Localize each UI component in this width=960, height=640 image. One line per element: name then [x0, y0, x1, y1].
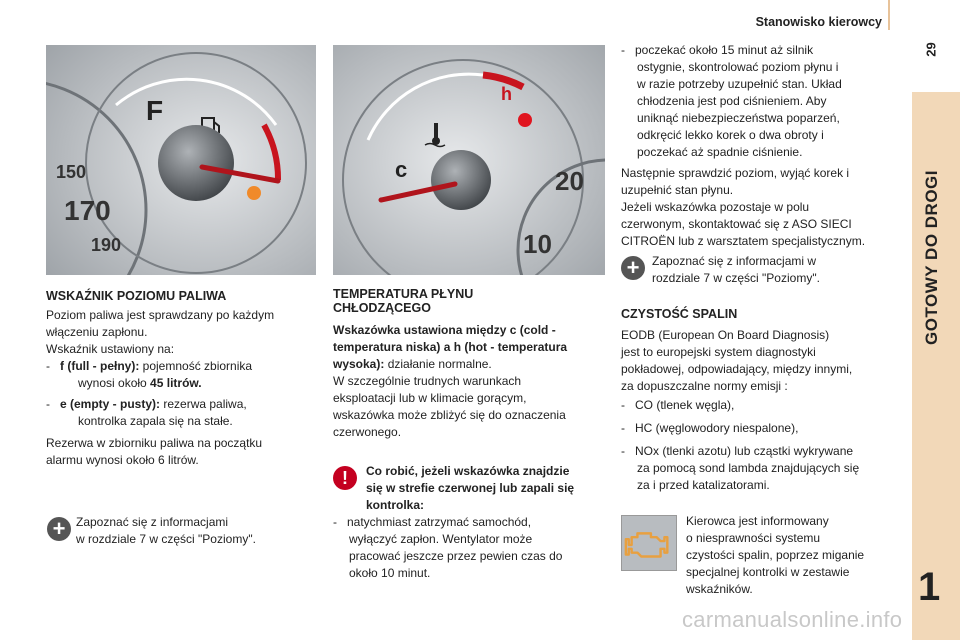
fuel-gauge-figure — [46, 45, 316, 275]
emissions-list-item: CO (tlenek węgla), — [635, 398, 735, 412]
coolant-action-continued: - poczekać około 15 minut aż silnik ostygnie, skontrolować poziom płynu i w razie potrzeby uzupełnić stan. Układ chłodzenia jest pod ciśnieniem. Aby uniknąć niebezpieczeństwa poparzeń, odkręcić lekko korek o dwa obroty i poczekać aż spadnie ciśnienie. — [621, 43, 842, 159]
info-plus-icon: + — [47, 517, 71, 541]
fuel-reference: Zapoznać się z informacjami w rozdziale 7 w części "Poziomy". — [76, 515, 256, 546]
fuel-item-label: e (empty - pusty): — [60, 397, 161, 411]
chapter-number: 1 — [918, 565, 941, 609]
coolant-warning-lamp-icon — [518, 113, 532, 127]
emissions-list-item: NOx (tlenki azotu) lub cząstki wykrywane — [635, 444, 854, 458]
coolant-action-item: - natychmiast zatrzymać samochód, wyłączyć zapłon. Wentylator może pracować jeszcze przez pewien czas do około 10 minut. — [333, 515, 563, 580]
coolant-cold-mark: c — [395, 157, 408, 182]
header-divider — [888, 0, 890, 30]
coolant-reference: Zapoznać się z informacjami w rozdziale 7 w części "Poziomy". — [652, 254, 820, 285]
fuel-item-label: f (full - pełny): — [60, 359, 140, 373]
speed-label: 170 — [64, 195, 111, 226]
fuel-item-full: - f (full - pełny): pojemność zbiornika wynosi około 45 litrów. — [46, 359, 253, 390]
fuel-item-empty: - e (empty - pusty): rezerwa paliwa, kontrolka zapala się na stałe. — [46, 397, 247, 428]
fuel-intro-line: Poziom paliwa jest sprawdzany po każdym — [46, 308, 275, 322]
speed-label: 150 — [56, 162, 87, 182]
fuel-intro-line: Wskaźnik ustawiony na: — [46, 342, 175, 356]
watermark: carmanualsonline.info — [682, 607, 903, 632]
fuel-item-text: pojemność zbiornika — [139, 359, 253, 373]
coolant-hot-mark: h — [501, 84, 512, 104]
coolant-normal-text: Wskazówka ustawiona między c (cold - temperatura niska) a h (hot - temperatura wysoka): działanie normalne. W szczególnie trudnych warunkach eksploatacji lub w klimacie gorącym, wskazówka może zbliżyć się do oznaczenia czerwonego. — [333, 323, 568, 439]
fuel-item-text: rezerwa paliwa, — [160, 397, 247, 411]
coolant-section-title: TEMPERATURA PŁYNU CHŁODZĄCEGO — [333, 287, 474, 315]
info-plus-icon: + — [621, 256, 645, 280]
emissions-warning-text: Kierowca jest informowany o niesprawności systemu czystości spalin, poprzez miganie specjalnej kontrolki w zestawie wskaźników. — [686, 514, 865, 596]
speed-label: 190 — [91, 235, 122, 255]
emissions-list-item: HC (węglowodory niespalone), — [635, 421, 799, 435]
emissions-intro: EODB (European On Board Diagnosis) jest to europejski system diagnostyki pokładowej, odpowiadający, między innymi, za dopuszczalne normy emisji : — [621, 328, 853, 393]
fuel-item-line: wynosi około 45 litrów. — [78, 376, 202, 390]
fuel-reserve-text: Rezerwa w zbiorniku paliwa na początku alarmu wynosi około 6 litrów. — [46, 436, 263, 467]
speed-label: 20 — [555, 166, 584, 196]
chapter-title: GOTOWY DO DROGI — [922, 170, 941, 345]
page-header-title: Stanowisko kierowcy — [755, 15, 882, 29]
fuel-intro-line: włączeniu zapłonu. — [46, 325, 148, 339]
speed-label: 10 — [523, 229, 552, 259]
coolant-warning-title: Co robić, jeżeli wskazówka znajdzie się w strefie czerwonej lub zapali się kontrolka: — [366, 464, 575, 512]
coolant-followup-text: Następnie sprawdzić poziom, wyjąć korek i uzupełnić stan płynu. Jeżeli wskazówka pozostaje w polu czerwonym, skontaktować się z ASO SIECI CITROËN lub z warsztatem specjalistycznym. — [621, 166, 866, 248]
engine-check-icon — [621, 515, 677, 571]
fuel-intro — [46, 307, 316, 358]
fuel-section-title: WSKAŹNIK POZIOMU PALIWA — [46, 289, 227, 303]
fuel-item-line: kontrolka zapala się na stałe. — [78, 414, 233, 428]
page-number: 29 — [923, 42, 939, 57]
coolant-gauge-figure — [333, 45, 605, 275]
fuel-full-mark: F — [146, 95, 164, 126]
emissions-section-title: CZYSTOŚĆ SPALIN — [621, 307, 738, 321]
emissions-list: - CO (tlenek węgla), - HC (węglowodory niespalone), - NOx (tlenki azotu) lub cząstki wykrywane za pomocą sond lambda znajdujących się za i przed katalizatorami. — [621, 398, 860, 492]
warning-icon: ! — [333, 466, 357, 490]
